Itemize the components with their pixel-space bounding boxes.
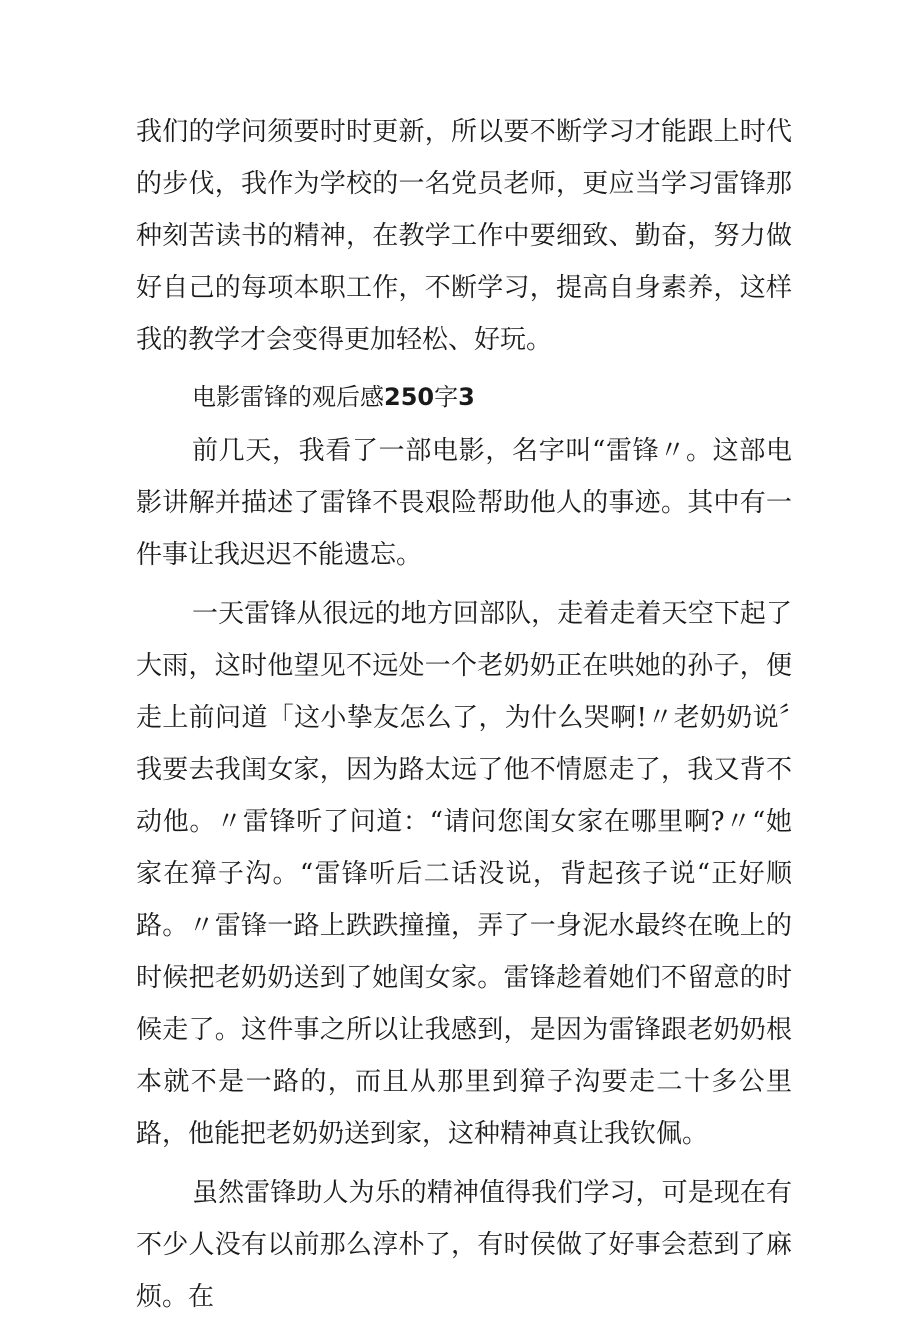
paragraph-intro: 前几天，我看了一部电影，名字叫“雷锋〃。这部电影讲解并描述了雷锋不畏艰险帮助他人的事迹。其中有一件事让我迟迟不能遗忘。 xyxy=(136,436,792,570)
section-heading xyxy=(136,373,792,421)
heading-suffix: 字 xyxy=(434,383,459,411)
paragraph-story: 一天雷锋从很远的地方回部队，走着走着天空下起了大雨，这时他望见不远处一个老奶奶正在哄她的孙子，便走上前问道「这小挚友怎么了，为什么哭啊!〃老奶奶说〞我要去我闺女家，因为路太远了他不情愿走了，我又背不动他。〃雷锋听了问道：“请问您闺女家在哪里啊?〃“她家在獐子沟。“雷锋听后二话没说，背起孩子说“正好顺路。〃雷锋一路上跌跌撞撞，弄了一身泥水最终在晚上的时候把老奶奶送到了她闺女家。雷锋趁着她们不留意的时候走了。这件事之所以让我感到，是因为雷锋跟老奶奶根本就不是一路的，而且从那里到獐子沟要走二十多公里路，他能把老奶奶送到家，这种精神真让我钦佩。 xyxy=(136,599,792,1149)
document-body xyxy=(136,106,792,1330)
heading-index: 3 xyxy=(458,383,475,411)
heading-number: 250 xyxy=(384,383,435,411)
heading-prefix: 电影雷锋的观后感 xyxy=(192,383,384,411)
paragraph-continued: 我们的学问须要时时更新，所以要不断学习才能跟上时代的步伐，我作为学校的一名党员老师，更应当学习雷锋那种刻苦读书的精神，在教学工作中要细致、勤奋，努力做好自己的每项本职工作，不断学习，提高自身素养，这样我的教学才会变得更加轻松、好玩。 xyxy=(136,117,792,355)
paragraph-reflection: 虽然雷锋助人为乐的精神值得我们学习，可是现在有不少人没有以前那么淳朴了，有时侯做了好事会惹到了麻烦。在 xyxy=(136,1178,792,1312)
